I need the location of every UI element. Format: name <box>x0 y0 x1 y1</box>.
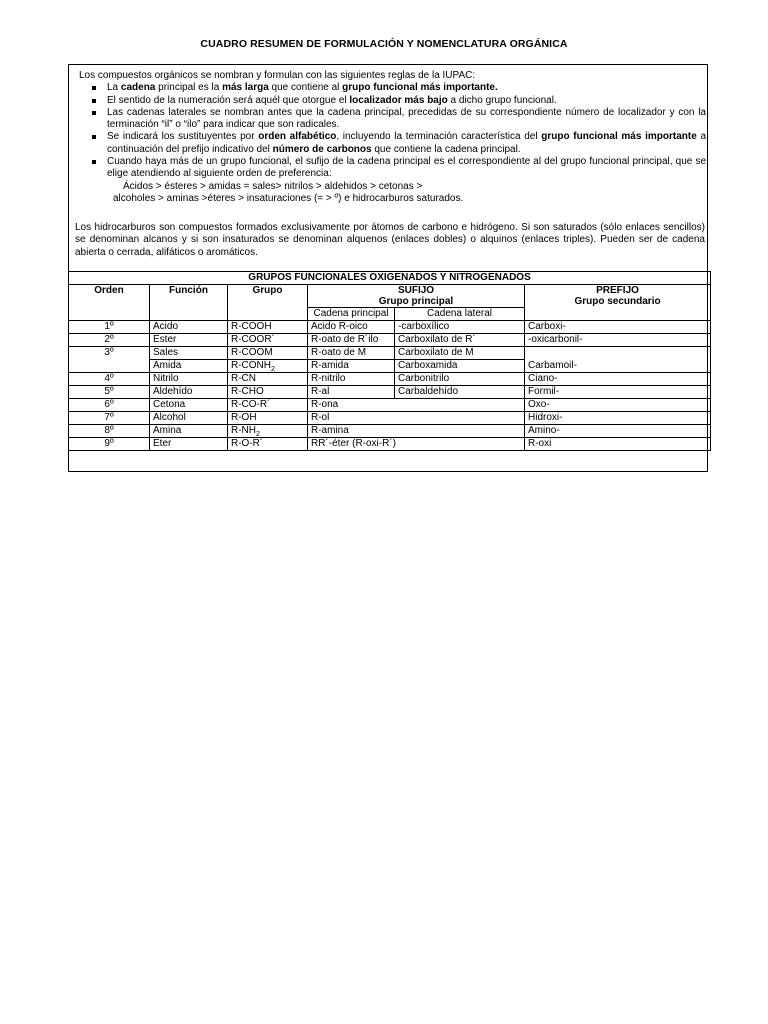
cell-grupo: R-CHO <box>228 386 308 399</box>
cell-sufijo-principal: R-nitrilo <box>308 373 395 386</box>
rule-item: Se indicará los sustituyentes por orden alfabético, incluyendo la terminación característica del grupo funcional más importante a continuación del prefijo indicativo del número de carbonos que contiene la cadena principal. <box>79 131 706 156</box>
cell-grupo: R-OH <box>228 412 308 425</box>
table-row <box>69 321 711 334</box>
cell-funcion: Acido <box>150 321 228 334</box>
cell-funcion: Sales <box>150 347 228 360</box>
rule-item: Las cadenas laterales se nombran antes que la cadena principal, precedidas de su correspondiente número de localizador y con la terminación “il” o “ilo” para indicar que son radicales. <box>79 107 706 132</box>
cell-sufijo-lateral: Carboxilato de R´ <box>395 334 525 347</box>
cell-orden: 8º <box>69 425 150 438</box>
cell-sufijo-principal: R-ona <box>308 399 525 412</box>
cell-grupo: R-COOH <box>228 321 308 334</box>
cell-prefijo: Hidroxi- <box>525 412 711 425</box>
cell-grupo: R-COOM <box>228 347 308 360</box>
intro-section <box>79 70 706 205</box>
cell-orden: 5º <box>69 386 150 399</box>
cell-sufijo-principal: R-al <box>308 386 395 399</box>
cell-funcion: Éter <box>150 438 228 451</box>
cell-funcion: Cetona <box>150 399 228 412</box>
cell-grupo: R-CN <box>228 373 308 386</box>
cell-sufijo-principal: R-amina <box>308 425 525 438</box>
cell-sufijo-principal: R-oato de M <box>308 347 395 360</box>
cell-prefijo: Oxo- <box>525 399 711 412</box>
cell-prefijo: Amino- <box>525 425 711 438</box>
cell-orden: 2º <box>69 334 150 347</box>
table-row <box>69 334 711 347</box>
preference-order-line-2: alcoholes > aminas >éteres > insaturaciones (= > º) e hidrocarburos saturados. <box>113 192 464 204</box>
cell-sufijo-principal: R-ol <box>308 412 525 425</box>
cell-grupo: R-CO-R´ <box>228 399 308 412</box>
cell-sufijo-lateral: -carboxílico <box>395 321 525 334</box>
cell-orden: 6º <box>69 399 150 412</box>
cell-prefijo: R-oxi <box>525 438 711 451</box>
table-row <box>69 347 711 360</box>
cell-prefijo: Carbamoil- <box>525 360 711 373</box>
table-row <box>69 399 711 412</box>
cell-funcion: Alcohol <box>150 412 228 425</box>
preference-order-line-1: Ácidos > ésteres > amidas = sales> nitrilos > aldehidos > cetonas > <box>123 180 423 192</box>
table-row <box>69 425 711 438</box>
cell-grupo: $R-NH_2$ <box>228 425 308 438</box>
functional-groups-table <box>68 271 711 451</box>
table-row <box>69 373 711 386</box>
header-prefijo: PREFIJO Grupo secundario <box>525 285 711 321</box>
table-caption: GRUPOS FUNCIONALES OXIGENADOS Y NITROGENADOS <box>69 272 711 285</box>
header-grupo: Grupo <box>228 285 308 321</box>
cell-orden <box>69 360 150 373</box>
cell-orden: 3º <box>69 347 150 360</box>
header-cadena-principal: Cadena principal <box>308 308 395 321</box>
cell-sufijo-lateral: Carbaldehído <box>395 386 525 399</box>
header-sufijo: SUFIJO Grupo principal <box>308 285 525 308</box>
cell-funcion: Amina <box>150 425 228 438</box>
header-orden: Orden <box>69 285 150 321</box>
cell-funcion: Amida <box>150 360 228 373</box>
cell-funcion: Aldehído <box>150 386 228 399</box>
header-funcion: Función <box>150 285 228 321</box>
cell-funcion: Éster <box>150 334 228 347</box>
summary-box <box>68 64 708 472</box>
cell-orden: 7º <box>69 412 150 425</box>
cell-sufijo-lateral: Carboxamida <box>395 360 525 373</box>
rules-list <box>79 82 706 180</box>
cell-sufijo-principal: R-oato de R´ilo <box>308 334 395 347</box>
intro-lead: Los compuestos orgánicos se nombran y formulan con las siguientes reglas de la IUPAC: <box>79 70 476 81</box>
cell-funcion: Nitrilo <box>150 373 228 386</box>
table-row <box>69 438 711 451</box>
cell-prefijo: Ciano- <box>525 373 711 386</box>
document-title: CUADRO RESUMEN DE FORMULACIÓN Y NOMENCLATURA ORGÁNICA <box>200 38 568 50</box>
hydrocarbons-paragraph: Los hidrocarburos son compuestos formados exclusivamente por átomos de carbono e hidrógeno. Si son saturados (sólo enlaces sencillos) se denominan alcanos y si son insaturados se denominan alquenos (enlaces dobles) o alquinos (enlaces triples). Pueden ser de cadena abierta o cerrada, alifáticos o aromáticos. <box>75 222 705 258</box>
table-row <box>69 412 711 425</box>
cell-sufijo-lateral: Carbonitrilo <box>395 373 525 386</box>
cell-sufijo-principal: R-amida <box>308 360 395 373</box>
cell-grupo: $R-CONH_2$ <box>228 360 308 373</box>
cell-orden: 1º <box>69 321 150 334</box>
cell-orden: 9º <box>69 438 150 451</box>
rule-item: El sentido de la numeración será aquél que otorgue el localizador más bajo a dicho grupo funcional. <box>79 95 706 107</box>
cell-sufijo-principal: RR´-éter (R-oxi-R´) <box>308 438 525 451</box>
cell-prefijo <box>525 347 711 360</box>
cell-orden: 4º <box>69 373 150 386</box>
cell-prefijo: -oxicarbonil- <box>525 334 711 347</box>
rule-item: Cuando haya más de un grupo funcional, el sufijo de la cadena principal es el correspondiente al del grupo funcional principal, que se elige atendiendo al siguiente orden de preferencia: <box>79 156 706 181</box>
cell-prefijo: Formil- <box>525 386 711 399</box>
cell-sufijo-principal: Acido R-oico <box>308 321 395 334</box>
cell-prefijo: Carboxi- <box>525 321 711 334</box>
cell-grupo: R-COOR´ <box>228 334 308 347</box>
table-row <box>69 360 711 373</box>
cell-sufijo-lateral: Carboxilato de M <box>395 347 525 360</box>
cell-grupo: R-O-R´ <box>228 438 308 451</box>
table-row <box>69 386 711 399</box>
rule-item: La cadena principal es la más larga que contiene al grupo funcional más importante. <box>79 82 706 94</box>
header-cadena-lateral: Cadena lateral <box>395 308 525 321</box>
